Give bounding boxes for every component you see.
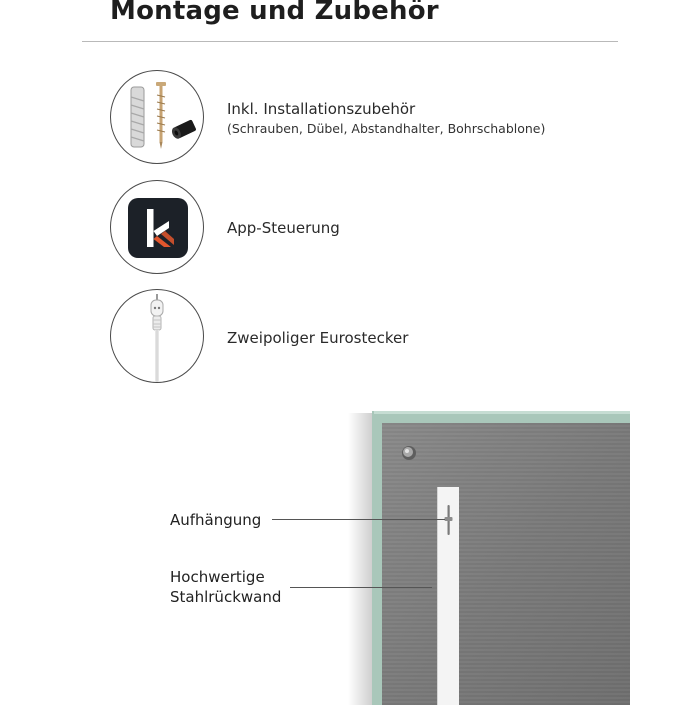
feature-label: Inkl. Installationszubehör — [227, 100, 416, 118]
callout-hanger: Aufhängung — [170, 511, 262, 529]
leader-line-backwall — [290, 587, 432, 588]
feature-label: Zweipoliger Eurostecker — [227, 329, 409, 347]
feature-label: App-Steuerung — [227, 219, 340, 237]
feature-euro-plug — [110, 289, 630, 385]
euro-plug-icon — [110, 289, 204, 383]
callout-backwall-line1: Hochwertige — [170, 568, 265, 586]
feature-app-control — [110, 180, 630, 276]
page-title: Montage und Zubehör — [110, 0, 439, 26]
feature-accessories — [110, 70, 630, 166]
app-logo-icon — [110, 180, 204, 274]
panel-back-view — [340, 405, 630, 705]
callout-backwall-line2: Stahlrückwand — [170, 588, 282, 606]
callout-backwall — [170, 567, 281, 607]
screws-dowels-icon — [110, 70, 204, 164]
title-divider — [82, 41, 618, 42]
feature-sublabel: (Schrauben, Dübel, Abstandhalter, Bohrschablone) — [227, 121, 546, 136]
leader-line-hanger — [272, 519, 445, 520]
